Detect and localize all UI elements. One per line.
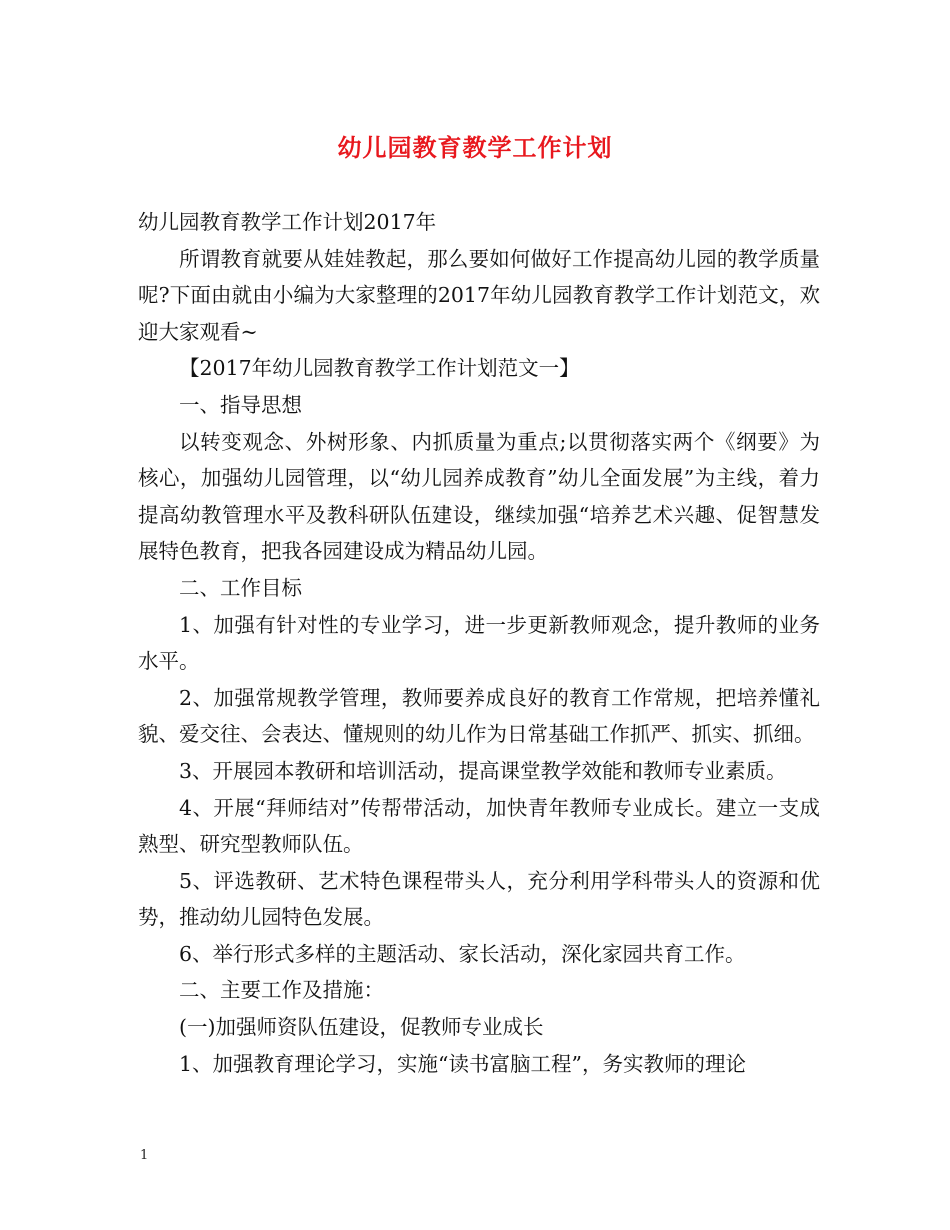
heading-main-work: 二、主要工作及措施： <box>179 978 384 1003</box>
guiding-ideology-paragraph: 以转变观念、外树形象、内抓质量为重点;以贯彻落实两个《纲要》为核心，加强幼儿园管理，以“幼儿园养成教育”幼儿全面发展”为主线，着力提高幼教管理水平及教科研队伍建设，继续加强“培养艺术兴趣、促智慧发展特色教育，把我各园建设成为精品幼儿园。 <box>138 429 820 564</box>
document-body <box>138 204 820 1082</box>
page-number: 1 <box>140 1148 149 1163</box>
goal-item-4: 4、开展“拜师结对”传帮带活动，加快青年教师专业成长。建立一支成熟型、研究型教师队伍。 <box>138 795 820 857</box>
goal-item-3: 3、开展园本教研和培训活动，提高课堂教学效能和教师专业素质。 <box>179 758 787 783</box>
goal-item-5: 5、评选教研、艺术特色课程带头人，充分利用学科带头人的资源和优势，推动幼儿园特色发展。 <box>138 868 820 930</box>
intro-paragraph: 所谓教育就要从娃娃教起，那么要如何做好工作提高幼儿园的教学质量呢?下面由就由小编为大家整理的2017年幼儿园教育教学工作计划范文，欢迎大家观看~ <box>138 246 820 344</box>
goal-item-2: 2、加强常规教学管理，教师要养成良好的教育工作常规，把培养懂礼貌、爱交往、会表达、懂规则的幼儿作为日常基础工作抓严、抓实、抓细。 <box>138 685 820 747</box>
heading-work-goals: 二、工作目标 <box>179 575 302 600</box>
heading-guiding-ideology: 一、指导思想 <box>179 392 302 417</box>
section-heading-sample-one: 【2017年幼儿园教育教学工作计划范文一】 <box>179 356 580 381</box>
document-title: 幼儿园教育教学工作计划 <box>337 133 613 162</box>
goal-item-6: 6、举行形式多样的主题活动、家长活动，深化家园共育工作。 <box>179 941 746 966</box>
measure-item-1: 1、加强教育理论学习，实施“读书富脑工程”，务实教师的理论 <box>179 1051 747 1076</box>
subheading-teacher-team: (一)加强师资队伍建设，促教师专业成长 <box>179 1015 544 1040</box>
goal-item-1: 1、加强有针对性的专业学习，进一步更新教师观念，提升教师的业务水平。 <box>138 612 820 674</box>
subtitle-line: 幼儿园教育教学工作计划2017年 <box>138 210 437 234</box>
